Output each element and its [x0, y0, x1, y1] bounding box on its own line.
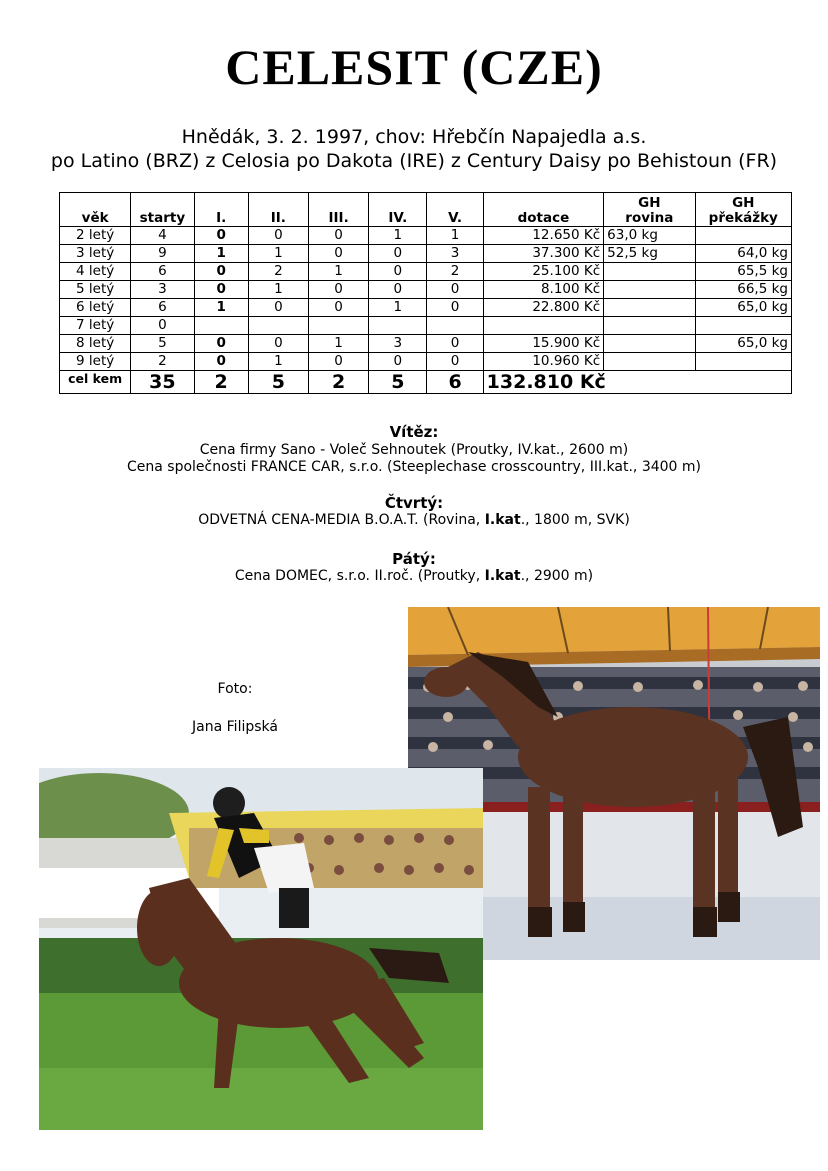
table-total-row [60, 371, 792, 394]
cell-second: 2 [248, 263, 308, 281]
cell-second [248, 317, 308, 335]
cell-third [308, 317, 368, 335]
cell-gh-jumps: 65,0 kg [695, 299, 791, 317]
cell-fifth: 0 [427, 353, 483, 371]
cell-earnings: 10.960 Kč [483, 353, 603, 371]
cell-fourth: 1 [369, 299, 427, 317]
cell-second: 1 [248, 353, 308, 371]
cell-age: 9 letý [60, 353, 131, 371]
cell-third: 0 [308, 245, 368, 263]
cell-third: 0 [308, 227, 368, 245]
col-header-fourth: IV. [369, 193, 427, 227]
cell-second: 1 [248, 245, 308, 263]
cell-gh-flat [604, 281, 695, 299]
total-second: 5 [248, 371, 308, 394]
fifth-race-pre: Cena DOMEC, s.r.o. II.roč. (Proutky, [234, 568, 485, 584]
cell-first: 0 [194, 263, 248, 281]
cell-earnings: 37.300 Kč [483, 245, 603, 263]
fifth-heading: Pátý: [392, 550, 436, 568]
cell-age: 2 letý [60, 227, 131, 245]
table-row [60, 299, 792, 317]
cell-first: 0 [194, 227, 248, 245]
cell-gh-jumps [695, 227, 791, 245]
fifth-race-post: ., 2900 m) [520, 568, 594, 584]
cell-second: 0 [248, 335, 308, 353]
table-header-row [60, 193, 792, 227]
cell-starts: 4 [131, 227, 194, 245]
cell-starts: 6 [131, 263, 194, 281]
cell-fourth: 3 [369, 335, 427, 353]
cell-age: 5 letý [60, 281, 131, 299]
fifth-section [0, 550, 828, 584]
cell-fourth: 0 [369, 353, 427, 371]
cell-second: 0 [248, 227, 308, 245]
fourth-heading: Čtvrtý: [384, 494, 444, 512]
cell-third: 0 [308, 353, 368, 371]
cell-earnings [483, 317, 603, 335]
table-row [60, 317, 792, 335]
pedigree-line: po Latino (BRZ) z Celosia po Dakota (IRE) z Century Daisy po Behistoun (FR) [50, 150, 778, 172]
cell-fifth: 2 [427, 263, 483, 281]
cell-third: 1 [308, 263, 368, 281]
cell-third: 1 [308, 335, 368, 353]
cell-fourth: 0 [369, 281, 427, 299]
table-row [60, 245, 792, 263]
fifth-race [0, 568, 828, 584]
photo-horse-racing [39, 768, 483, 1130]
total-fifth: 6 [427, 371, 483, 394]
cell-third: 0 [308, 299, 368, 317]
col-header-earnings: dotace [483, 193, 603, 227]
horse-info-line: Hnědák, 3. 2. 1997, chov: Hřebčín Napajedla a.s. [181, 126, 647, 148]
cell-gh-flat [604, 317, 695, 335]
cell-earnings: 12.650 Kč [483, 227, 603, 245]
cell-starts: 9 [131, 245, 194, 263]
total-starts: 35 [131, 371, 194, 394]
col-header-gh-flat-1: GH [638, 195, 661, 211]
cell-gh-flat: 63,0 kg [604, 227, 695, 245]
cell-earnings: 15.900 Kč [483, 335, 603, 353]
table-row [60, 263, 792, 281]
col-header-gh-flat [604, 193, 695, 227]
cell-gh-flat [604, 263, 695, 281]
col-header-age: věk [60, 193, 131, 227]
cell-age: 8 letý [60, 335, 131, 353]
col-header-gh-jumps-2: překážky [708, 210, 778, 226]
cell-first: 0 [194, 335, 248, 353]
winner-heading: Vítěz: [389, 423, 439, 441]
cell-first: 0 [194, 281, 248, 299]
cell-age: 7 letý [60, 317, 131, 335]
fourth-race-post: ., 1800 m, SVK) [520, 512, 630, 528]
col-header-starts: starty [131, 193, 194, 227]
fourth-section [0, 494, 828, 528]
total-label: cel kem [60, 371, 131, 394]
fifth-race-cat: I.kat [484, 568, 521, 584]
total-third: 2 [308, 371, 368, 394]
cell-gh-jumps: 66,5 kg [695, 281, 791, 299]
winner-section [0, 423, 828, 475]
fourth-race [0, 512, 828, 528]
cell-fourth: 0 [369, 245, 427, 263]
cell-gh-flat [604, 353, 695, 371]
fourth-race-cat: I.kat [484, 512, 521, 528]
total-fourth: 5 [369, 371, 427, 394]
cell-first: 1 [194, 245, 248, 263]
cell-gh-flat [604, 335, 695, 353]
cell-fifth: 0 [427, 281, 483, 299]
horse-racing-image [39, 768, 483, 1130]
cell-starts: 5 [131, 335, 194, 353]
cell-first: 0 [194, 353, 248, 371]
total-earnings: 132.810 Kč [483, 371, 791, 394]
table-row [60, 227, 792, 245]
col-header-gh-jumps-1: GH [732, 195, 755, 211]
cell-first: 1 [194, 299, 248, 317]
cell-third: 0 [308, 281, 368, 299]
cell-fifth [427, 317, 483, 335]
table-row [60, 353, 792, 371]
cell-gh-jumps: 64,0 kg [695, 245, 791, 263]
race-stats-table [59, 192, 792, 394]
cell-gh-jumps: 65,0 kg [695, 335, 791, 353]
cell-fifth: 3 [427, 245, 483, 263]
cell-earnings: 22.800 Kč [483, 299, 603, 317]
cell-gh-flat [604, 299, 695, 317]
col-header-gh-jumps [695, 193, 791, 227]
table-row [60, 335, 792, 353]
cell-starts: 6 [131, 299, 194, 317]
cell-earnings: 25.100 Kč [483, 263, 603, 281]
cell-gh-jumps [695, 353, 791, 371]
cell-starts: 2 [131, 353, 194, 371]
cell-starts: 0 [131, 317, 194, 335]
cell-fourth [369, 317, 427, 335]
winner-race-2: Cena společnosti FRANCE CAR, s.r.o. (Steeplechase crosscountry, III.kat., 3400 m) [127, 459, 701, 475]
col-header-second: II. [248, 193, 308, 227]
cell-age: 6 letý [60, 299, 131, 317]
cell-age: 4 letý [60, 263, 131, 281]
total-first: 2 [194, 371, 248, 394]
cell-second: 0 [248, 299, 308, 317]
cell-fourth: 1 [369, 227, 427, 245]
photo-credit-name: Jana Filipská [192, 719, 278, 735]
cell-earnings: 8.100 Kč [483, 281, 603, 299]
cell-gh-jumps: 65,5 kg [695, 263, 791, 281]
winner-race-1: Cena firmy Sano - Voleč Sehnoutek (Proutky, IV.kat., 2600 m) [199, 442, 629, 458]
col-header-fifth: V. [427, 193, 483, 227]
cell-starts: 3 [131, 281, 194, 299]
cell-age: 3 letý [60, 245, 131, 263]
table-row [60, 281, 792, 299]
col-header-first: I. [194, 193, 248, 227]
cell-fifth: 0 [427, 335, 483, 353]
cell-gh-jumps [695, 317, 791, 335]
col-header-third: III. [308, 193, 368, 227]
col-header-gh-flat-2: rovina [625, 210, 674, 226]
cell-fifth: 0 [427, 299, 483, 317]
photo-credit-label: Foto: [217, 681, 253, 697]
cell-gh-flat: 52,5 kg [604, 245, 695, 263]
page-title: CELESIT (CZE) [225, 39, 603, 95]
cell-fourth: 0 [369, 263, 427, 281]
cell-fifth: 1 [427, 227, 483, 245]
cell-first [194, 317, 248, 335]
cell-second: 1 [248, 281, 308, 299]
fourth-race-pre: ODVETNÁ CENA-MEDIA B.O.A.T. (Rovina, [198, 512, 485, 528]
